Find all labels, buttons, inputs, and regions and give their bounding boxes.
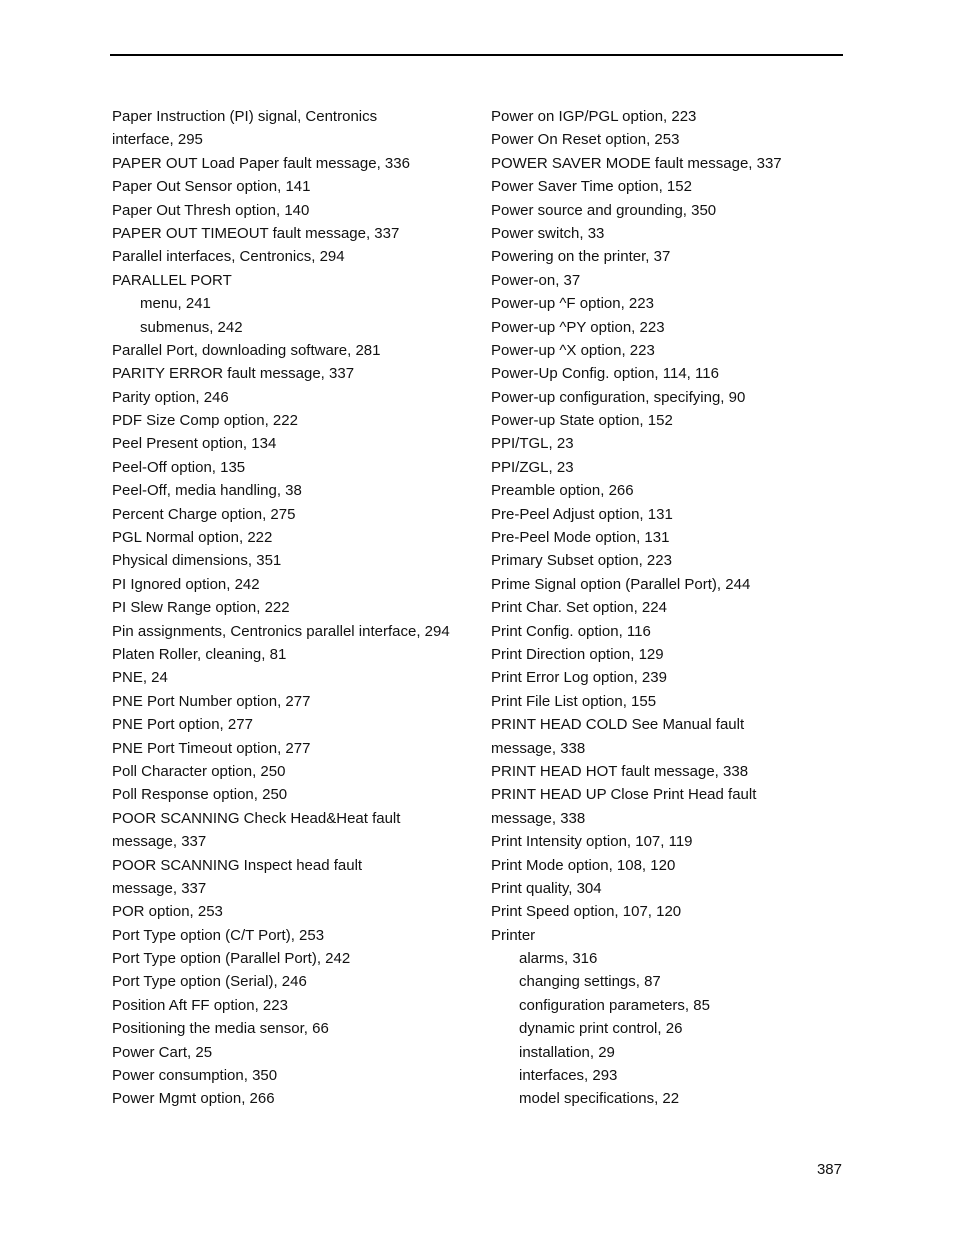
index-entry: Print Direction option, 129 — [491, 645, 664, 663]
index-entry: Peel-Off, media handling, 38 — [112, 482, 302, 500]
index-entry: Physical dimensions, 351 — [112, 552, 282, 570]
index-entry: PRINT HEAD HOT fault message, 338 — [491, 762, 749, 780]
index-subentry: configuration parameters, 85 — [519, 996, 710, 1014]
index-entry: Power-up ^X option, 223 — [491, 341, 655, 359]
index-entry: interface, 295 — [112, 131, 203, 149]
index-entry: Powering on the printer, 37 — [491, 248, 671, 266]
index-entry: Peel-Off option, 135 — [112, 458, 246, 476]
index-entry: Print Speed option, 107, 120 — [491, 903, 682, 921]
index-entry: PAPER OUT TIMEOUT fault message, 337 — [112, 224, 400, 242]
index-entry: Port Type option (Parallel Port), 242 — [112, 950, 351, 968]
index-entry: PNE Port Number option, 277 — [112, 692, 311, 710]
index-entry: Poll Character option, 250 — [112, 762, 286, 780]
index-entry: Power-up configuration, specifying, 90 — [491, 388, 746, 406]
index-subentry: menu, 241 — [140, 295, 211, 313]
index-entry: Power on IGP/PGL option, 223 — [491, 108, 697, 125]
index-entry: PI Slew Range option, 222 — [112, 599, 290, 617]
index-entry: Print Mode option, 108, 120 — [491, 856, 676, 874]
index-entry: Print Char. Set option, 224 — [491, 599, 667, 617]
index-entry: PGL Normal option, 222 — [112, 529, 273, 547]
index-entry: PARALLEL PORT — [112, 271, 232, 289]
index-entry: Port Type option (Serial), 246 — [112, 973, 307, 991]
index-entry: Platen Roller, cleaning, 81 — [112, 645, 287, 663]
index-entry: PI Ignored option, 242 — [112, 575, 260, 593]
index-entry: Prime Signal option (Parallel Port), 244 — [491, 575, 751, 593]
index-entry: Pre-Peel Adjust option, 131 — [491, 505, 673, 523]
index-entry: Print File List option, 155 — [491, 692, 657, 710]
index-entry: message, 337 — [112, 833, 207, 851]
page-number: 387 — [816, 1161, 842, 1178]
index-entry: PRINT HEAD UP Close Print Head fault — [491, 786, 757, 804]
index-column-left — [112, 105, 477, 1111]
index-entry: PARITY ERROR fault message, 337 — [112, 365, 355, 383]
index-entry: Parity option, 246 — [112, 388, 229, 406]
index-subentry: interfaces, 293 — [519, 1067, 618, 1085]
index-entry: Paper Out Sensor option, 141 — [112, 178, 311, 196]
index-entry: PDF Size Comp option, 222 — [112, 412, 298, 430]
index-entry: Parallel Port, downloading software, 281 — [112, 341, 381, 359]
index-entry: POOR SCANNING Inspect head fault — [112, 856, 363, 874]
index-column-right — [491, 105, 841, 1111]
index-entry: Peel Present option, 134 — [112, 435, 277, 453]
index-entry: Power-on, 37 — [491, 271, 581, 289]
index-entry: POWER SAVER MODE fault message, 337 — [491, 154, 782, 172]
index-entry: Preamble option, 266 — [491, 482, 634, 500]
index-entry: PNE, 24 — [112, 669, 168, 687]
index-subentry: changing settings, 87 — [519, 973, 661, 991]
index-entry: PPI/ZGL, 23 — [491, 458, 574, 476]
index-entry: PAPER OUT Load Paper fault message, 336 — [112, 154, 410, 172]
index-entry: Position Aft FF option, 223 — [112, 996, 288, 1014]
index-entry: Power-up ^PY option, 223 — [491, 318, 665, 336]
index-entry: Paper Instruction (PI) signal, Centronics — [112, 108, 378, 125]
index-entry: message, 338 — [491, 809, 586, 827]
index-subentry: installation, 29 — [519, 1043, 615, 1061]
index-entry: Pin assignments, Centronics parallel interface, 294 — [112, 622, 450, 640]
index-entry: Power switch, 33 — [491, 224, 605, 242]
index-subentry: dynamic print control, 26 — [519, 1020, 683, 1038]
index-entry: Paper Out Thresh option, 140 — [112, 201, 310, 219]
index-entry: Parallel interfaces, Centronics, 294 — [112, 248, 345, 266]
index-subentry: submenus, 242 — [140, 318, 243, 336]
index-entry: message, 338 — [491, 739, 586, 757]
index-entry: Power Saver Time option, 152 — [491, 178, 692, 196]
index-entry: POR option, 253 — [112, 903, 223, 921]
index-entry: PPI/TGL, 23 — [491, 435, 574, 453]
index-entry: PNE Port option, 277 — [112, 716, 253, 734]
index-entry: Power On Reset option, 253 — [491, 131, 680, 149]
index-entry: Positioning the media sensor, 66 — [112, 1020, 329, 1038]
index-entry: Power source and grounding, 350 — [491, 201, 717, 219]
index-entry: Printer — [491, 926, 536, 944]
index-entry: PRINT HEAD COLD See Manual fault — [491, 716, 745, 734]
index-entry: Percent Charge option, 275 — [112, 505, 296, 523]
index-entry: message, 337 — [112, 879, 207, 897]
index-entry: Port Type option (C/T Port), 253 — [112, 926, 325, 944]
index-entry: Print quality, 304 — [491, 879, 602, 897]
index-subentry: alarms, 316 — [519, 950, 598, 968]
index-entry: Primary Subset option, 223 — [491, 552, 672, 570]
index-entry: PNE Port Timeout option, 277 — [112, 739, 311, 757]
index-entry: Poll Response option, 250 — [112, 786, 288, 804]
index-entry: Power Mgmt option, 266 — [112, 1090, 275, 1108]
index-entry: POOR SCANNING Check Head&Heat fault — [112, 809, 401, 827]
index-entry: Power-Up Config. option, 114, 116 — [491, 365, 719, 383]
index-subentry: model specifications, 22 — [519, 1090, 680, 1108]
index-entry: Power-up State option, 152 — [491, 412, 673, 430]
index-entry: Power consumption, 350 — [112, 1067, 278, 1085]
index-entry: Pre-Peel Mode option, 131 — [491, 529, 670, 547]
header-rule — [110, 54, 843, 56]
index-entry: Power Cart, 25 — [112, 1043, 213, 1061]
index-entry: Print Error Log option, 239 — [491, 669, 667, 687]
index-entry: Print Intensity option, 107, 119 — [491, 833, 693, 851]
index-entry: Print Config. option, 116 — [491, 622, 651, 640]
index-entry: Power-up ^F option, 223 — [491, 295, 654, 313]
